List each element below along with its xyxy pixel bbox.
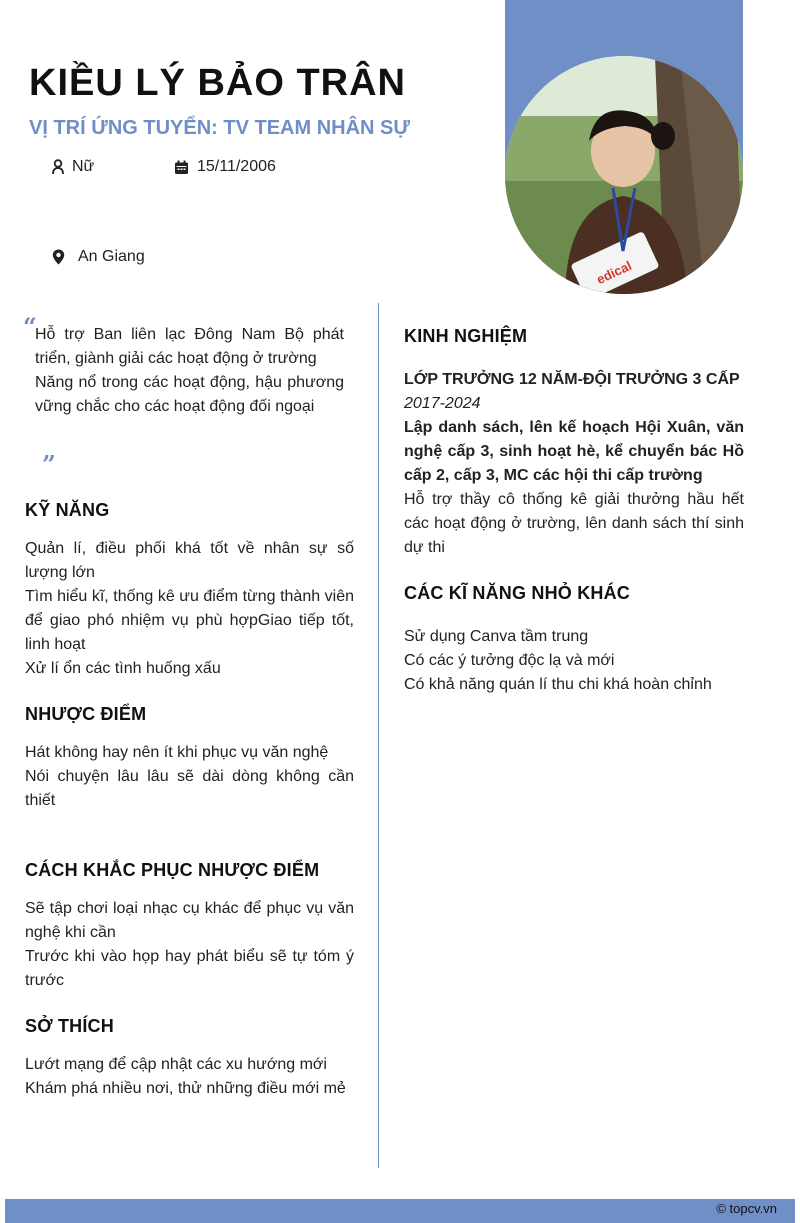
profile-photo bbox=[505, 56, 743, 294]
skills-heading: KỸ NĂNG bbox=[25, 500, 110, 520]
gender-info bbox=[52, 158, 94, 176]
svg-text:edical: edical bbox=[594, 257, 634, 288]
list-item: Sử dụng Canva tầm trung bbox=[404, 628, 589, 645]
user-icon bbox=[52, 159, 64, 175]
hobbies-list bbox=[25, 1053, 354, 1101]
list-item: Có các ý tưởng độc lạ và mới bbox=[404, 652, 615, 669]
candidate-name: KIỀU LÝ BẢO TRÂN bbox=[29, 62, 406, 104]
close-quote-icon: ” bbox=[42, 450, 56, 479]
improvements-heading: CÁCH KHẮC PHỤC NHƯỢC ĐIỂM bbox=[25, 860, 320, 880]
list-item: Khám phá nhiều nơi, thử những điều mới mẻ bbox=[25, 1080, 346, 1097]
list-item: Hát không hay nên ít khi phục vụ văn nghệ bbox=[25, 744, 329, 761]
footer-bar bbox=[5, 1199, 795, 1223]
footer-copyright: © topcv.vn bbox=[716, 1201, 777, 1216]
other-skills-heading: CÁC KĨ NĂNG NHỎ KHÁC bbox=[404, 583, 630, 603]
location-info bbox=[52, 248, 145, 266]
quote-line: Hỗ trợ Ban liên lạc Đông Nam Bộ phát triển, giành giải các hoạt động ở trường bbox=[35, 326, 344, 367]
dob-info bbox=[174, 158, 276, 176]
other-skills-list bbox=[404, 625, 744, 697]
experience-heading: KINH NGHIỆM bbox=[404, 326, 528, 346]
quote-line: Năng nổ trong các hoạt động, hậu phương vững chắc cho các hoạt động đối ngoại bbox=[35, 374, 344, 415]
list-item: Nói chuyện lâu lâu sẽ dài dòng không cần thiết bbox=[25, 768, 354, 809]
map-pin-icon bbox=[52, 249, 65, 265]
applied-position: VỊ TRÍ ỨNG TUYỂN: TV TEAM NHÂN SỰ bbox=[29, 117, 410, 139]
list-item: Có khả năng quán lí thu chi khá hoàn chỉnh bbox=[404, 676, 712, 693]
job-dates: 2017-2024 bbox=[404, 395, 481, 412]
list-item: Tìm hiểu kĩ, thống kê ưu điểm từng thành viên để giao phó nhiệm vụ phù hợpGiao tiếp tốt, linh hoạt bbox=[25, 588, 354, 653]
dob-value: 15/11/2006 bbox=[197, 158, 276, 175]
list-item: Lướt mạng để cập nhật các xu hướng mới bbox=[25, 1056, 327, 1073]
list-item: Quản lí, điều phối khá tốt về nhân sự số lượng lớn bbox=[25, 540, 354, 581]
list-item: Xử lí ổn các tình huống xấu bbox=[25, 660, 221, 677]
job-description: Hỗ trợ thầy cô thống kê giải thưởng hầu hết các hoạt động ở trường, lên danh sách thí sinh dự thi bbox=[404, 491, 744, 556]
column-divider bbox=[378, 303, 379, 1168]
list-item: Sẽ tập chơi loại nhạc cụ khác để phục vụ văn nghệ khi cần bbox=[25, 900, 354, 941]
gender-value: Nữ bbox=[72, 158, 95, 175]
improvements-list bbox=[25, 897, 354, 993]
list-item: Trước khi vào họp hay phát biểu sẽ tự tóm ý trước bbox=[25, 948, 354, 989]
location-value: An Giang bbox=[78, 248, 145, 265]
job-highlight: Lập danh sách, lên kế hoạch Hội Xuân, văn nghệ cấp 3, sinh hoạt hè, kể chuyển bác Hồ cấp 2, cấp 3, MC các hội thi cấp trường bbox=[404, 419, 744, 484]
weaknesses-heading: NHƯỢC ĐIỂM bbox=[25, 704, 147, 724]
summary-quote bbox=[35, 323, 344, 419]
experience-entry bbox=[404, 368, 744, 560]
weaknesses-list bbox=[25, 741, 354, 813]
calendar-icon bbox=[174, 160, 189, 175]
open-quote-icon: “ bbox=[23, 312, 37, 341]
skills-list bbox=[25, 537, 354, 681]
job-title: LỚP TRƯỞNG 12 NĂM-ĐỘI TRƯỞNG 3 CẤP bbox=[404, 371, 740, 388]
hobbies-heading: SỞ THÍCH bbox=[25, 1016, 114, 1036]
